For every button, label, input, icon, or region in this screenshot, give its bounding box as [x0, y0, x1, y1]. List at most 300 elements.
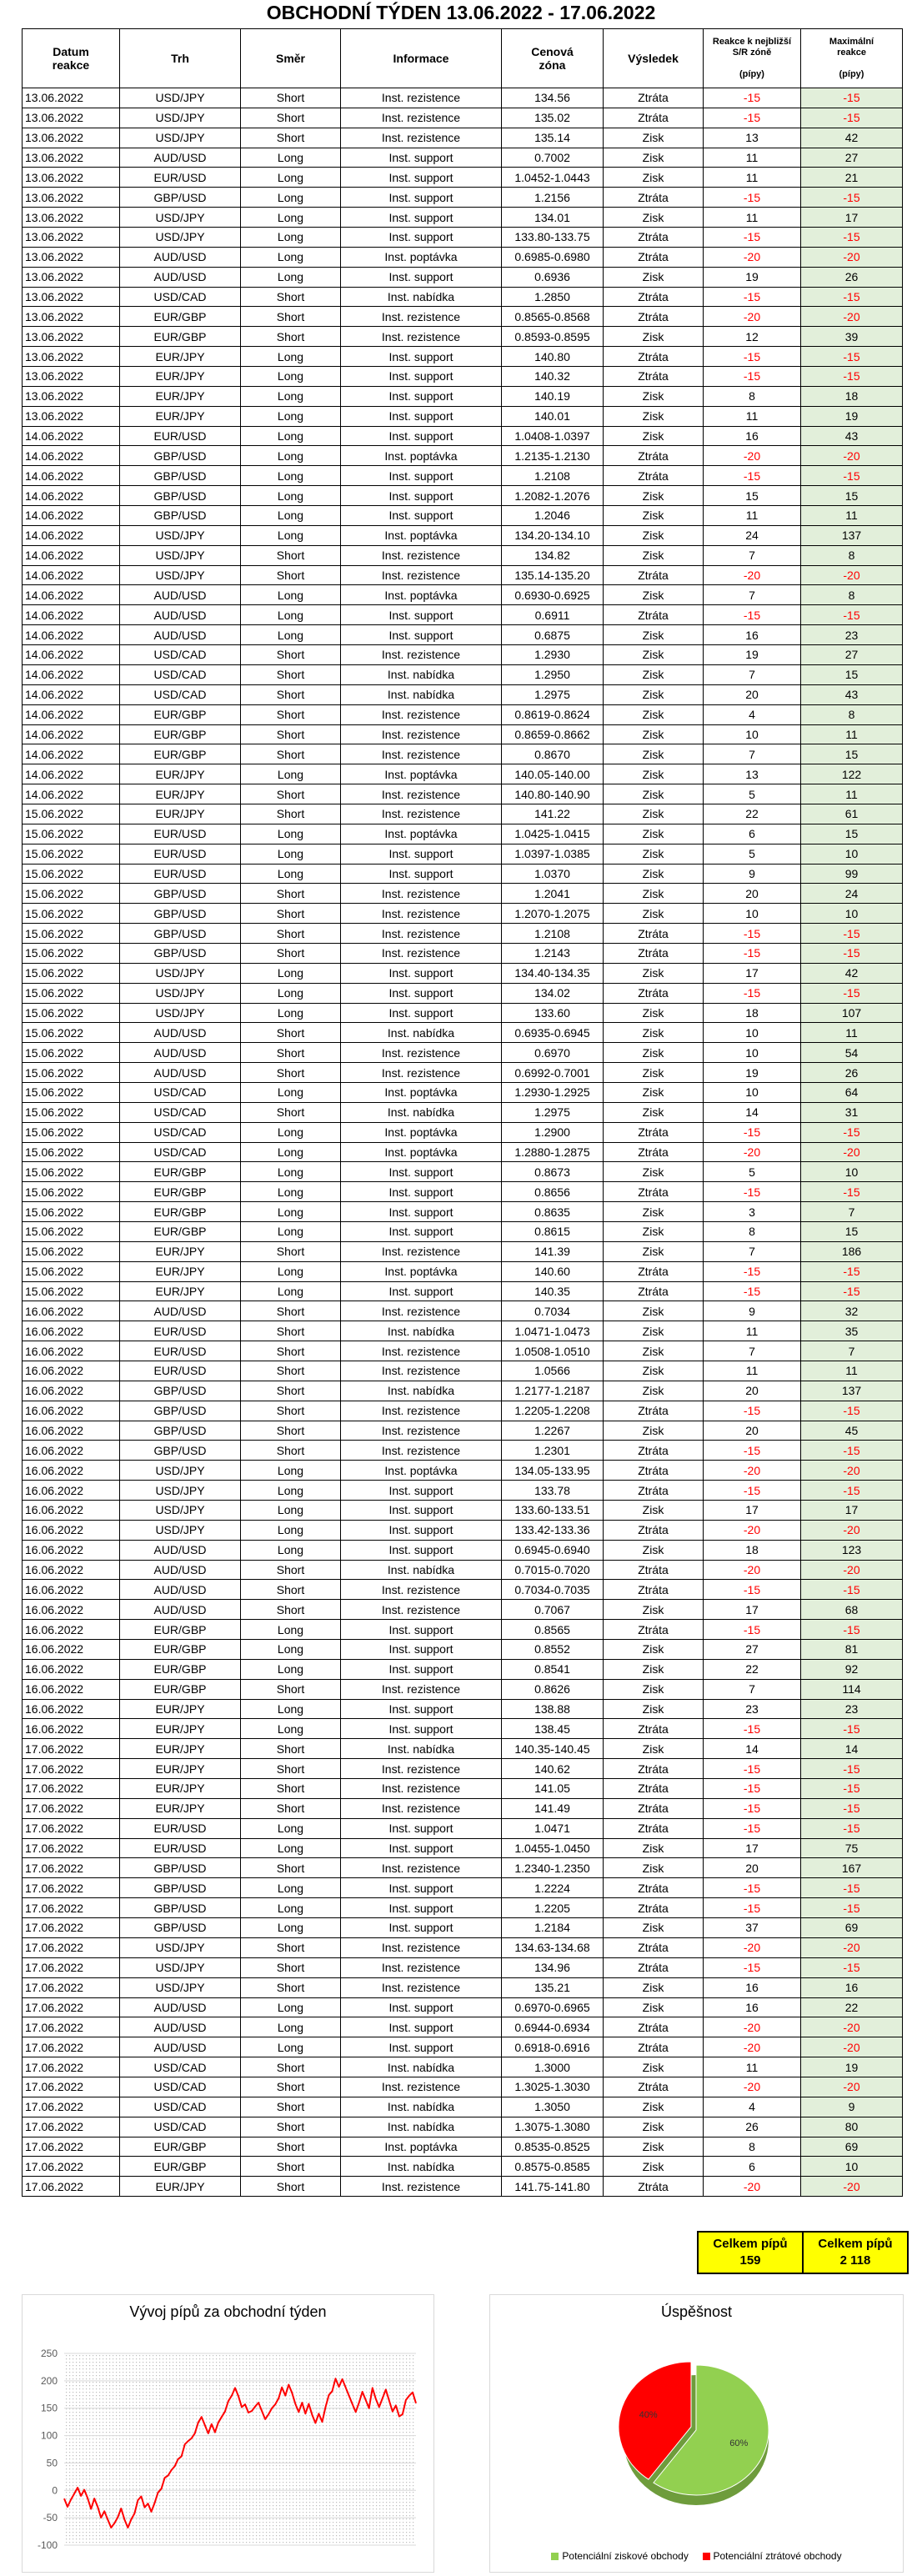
table-row — [23, 188, 903, 208]
cell-reakce: 13 — [704, 764, 801, 784]
cell-trh: EUR/GBP — [120, 2157, 241, 2177]
cell-cenova-zona: 135.21 — [502, 1977, 604, 1997]
cell-cenova-zona: 0.6935-0.6945 — [502, 1023, 604, 1043]
table-row — [23, 1281, 903, 1301]
cell-datum: 16.06.2022 — [23, 1580, 120, 1600]
cell-datum: 14.06.2022 — [23, 744, 120, 764]
table-row — [23, 1997, 903, 2017]
y-tick-label: -50 — [43, 2512, 58, 2524]
cell-reakce: -20 — [704, 2077, 801, 2097]
cell-max-reakce: 137 — [801, 1381, 903, 1401]
cell-reakce: -15 — [704, 228, 801, 248]
cell-datum: 15.06.2022 — [23, 904, 120, 924]
cell-smer: Short — [241, 1759, 341, 1779]
cell-informace: Inst. support — [341, 625, 502, 645]
cell-datum: 17.06.2022 — [23, 2077, 120, 2097]
table-row — [23, 1063, 903, 1083]
cell-cenova-zona: 133.60 — [502, 1003, 604, 1023]
cell-cenova-zona: 0.6875 — [502, 625, 604, 645]
cell-vysledek: Ztráta — [604, 924, 704, 944]
cell-datum: 13.06.2022 — [23, 108, 120, 128]
cell-trh: EUR/JPY — [120, 406, 241, 426]
cell-max-reakce: 27 — [801, 645, 903, 665]
cell-datum: 14.06.2022 — [23, 645, 120, 665]
cell-vysledek: Zisk — [604, 963, 704, 983]
cell-max-reakce: -20 — [801, 446, 903, 466]
cell-vysledek: Ztráta — [604, 1182, 704, 1202]
cell-datum: 15.06.2022 — [23, 844, 120, 864]
cell-vysledek: Ztráta — [604, 1560, 704, 1580]
cell-reakce: 23 — [704, 1699, 801, 1719]
cell-informace: Inst. support — [341, 1699, 502, 1719]
cell-cenova-zona: 140.80 — [502, 347, 604, 367]
cell-cenova-zona: 135.14-135.20 — [502, 565, 604, 585]
cell-reakce: 16 — [704, 1997, 801, 2017]
cell-vysledek: Zisk — [604, 168, 704, 188]
table-row — [23, 2057, 903, 2077]
cell-informace: Inst. support — [341, 1003, 502, 1023]
cell-max-reakce: 26 — [801, 267, 903, 287]
cell-max-reakce: -15 — [801, 1281, 903, 1301]
cell-vysledek: Ztráta — [604, 228, 704, 248]
cell-trh: GBP/USD — [120, 924, 241, 944]
cell-datum: 13.06.2022 — [23, 247, 120, 267]
cell-datum: 15.06.2022 — [23, 943, 120, 963]
cell-max-reakce: 54 — [801, 1043, 903, 1063]
cell-smer: Short — [241, 1600, 341, 1620]
cell-smer: Long — [241, 1162, 341, 1182]
cell-trh: EUR/JPY — [120, 1699, 241, 1719]
cell-smer: Long — [241, 1699, 341, 1719]
cell-reakce: -15 — [704, 1261, 801, 1281]
cell-max-reakce: 42 — [801, 128, 903, 148]
cell-cenova-zona: 133.60-133.51 — [502, 1501, 604, 1521]
cell-trh: USD/JPY — [120, 1461, 241, 1481]
table-row — [23, 88, 903, 108]
table-body — [23, 88, 903, 2197]
cell-trh: EUR/JPY — [120, 804, 241, 824]
cell-datum: 14.06.2022 — [23, 605, 120, 625]
cell-vysledek: Zisk — [604, 1023, 704, 1043]
table-row — [23, 347, 903, 367]
table-row — [23, 1540, 903, 1560]
cell-informace: Inst. support — [341, 1838, 502, 1858]
cell-informace: Inst. support — [341, 228, 502, 248]
cell-cenova-zona: 0.6936 — [502, 267, 604, 287]
cell-trh: EUR/GBP — [120, 1620, 241, 1640]
cell-informace: Inst. nabídka — [341, 1102, 502, 1122]
cell-cenova-zona: 140.60 — [502, 1261, 604, 1281]
cell-informace: Inst. nabídka — [341, 2057, 502, 2077]
cell-informace: Inst. support — [341, 1481, 502, 1501]
cell-max-reakce: 10 — [801, 1162, 903, 1182]
cell-reakce: -15 — [704, 1878, 801, 1898]
cell-informace: Inst. support — [341, 1520, 502, 1540]
cell-datum: 16.06.2022 — [23, 1321, 120, 1341]
cell-vysledek: Ztráta — [604, 287, 704, 307]
cell-vysledek: Zisk — [604, 1301, 704, 1321]
cell-trh: EUR/GBP — [120, 1182, 241, 1202]
cell-smer: Long — [241, 2017, 341, 2037]
cell-cenova-zona: 1.0508-1.0510 — [502, 1341, 604, 1361]
cell-max-reakce: -20 — [801, 1142, 903, 1162]
table-row — [23, 784, 903, 804]
cell-reakce: 20 — [704, 884, 801, 904]
cell-smer: Long — [241, 1261, 341, 1281]
cell-informace: Inst. nabídka — [341, 2117, 502, 2137]
cell-cenova-zona: 1.0566 — [502, 1361, 604, 1381]
cell-datum: 17.06.2022 — [23, 1878, 120, 1898]
cell-reakce: -15 — [704, 1281, 801, 1301]
cell-max-reakce: -20 — [801, 2037, 903, 2057]
table-row — [23, 605, 903, 625]
cell-reakce: 7 — [704, 1679, 801, 1699]
cell-datum: 14.06.2022 — [23, 784, 120, 804]
cell-trh: GBP/USD — [120, 1421, 241, 1441]
cell-smer: Short — [241, 1023, 341, 1043]
cell-trh: EUR/USD — [120, 1321, 241, 1341]
cell-max-reakce: -15 — [801, 1957, 903, 1977]
table-row — [23, 1580, 903, 1600]
cell-max-reakce: -15 — [801, 1878, 903, 1898]
cell-vysledek: Ztráta — [604, 2037, 704, 2057]
table-row — [23, 1560, 903, 1580]
cell-smer: Short — [241, 943, 341, 963]
cell-datum: 17.06.2022 — [23, 1818, 120, 1838]
cell-informace: Inst. rezistence — [341, 108, 502, 128]
cell-informace: Inst. support — [341, 1221, 502, 1241]
legend-swatch-win — [551, 2553, 559, 2560]
cell-trh: USD/CAD — [120, 684, 241, 704]
cell-vysledek: Zisk — [604, 625, 704, 645]
cell-trh: USD/JPY — [120, 1520, 241, 1540]
table-row — [23, 1620, 903, 1640]
cell-trh: GBP/USD — [120, 486, 241, 506]
cell-vysledek: Ztráta — [604, 466, 704, 486]
cell-informace: Inst. support — [341, 2017, 502, 2037]
cell-informace: Inst. support — [341, 1818, 502, 1838]
cell-reakce: 26 — [704, 2117, 801, 2137]
cell-reakce: 6 — [704, 2157, 801, 2177]
cell-informace: Inst. poptávka — [341, 247, 502, 267]
cell-reakce: 11 — [704, 2057, 801, 2077]
cell-cenova-zona: 1.2177-1.2187 — [502, 1381, 604, 1401]
cell-cenova-zona: 134.05-133.95 — [502, 1461, 604, 1481]
cell-trh: EUR/GBP — [120, 1202, 241, 1222]
cell-trh: AUD/USD — [120, 605, 241, 625]
cell-trh: USD/CAD — [120, 1142, 241, 1162]
table-row — [23, 2137, 903, 2157]
cell-trh: AUD/USD — [120, 267, 241, 287]
cell-reakce: 9 — [704, 1301, 801, 1321]
cell-informace: Inst. rezistence — [341, 1063, 502, 1083]
cell-informace: Inst. poptávka — [341, 2137, 502, 2157]
cell-smer: Short — [241, 128, 341, 148]
cell-informace: Inst. support — [341, 1202, 502, 1222]
cell-datum: 17.06.2022 — [23, 1898, 120, 1918]
cell-informace: Inst. poptávka — [341, 1142, 502, 1162]
table-row — [23, 2097, 903, 2117]
table-row — [23, 1421, 903, 1441]
table-row — [23, 1977, 903, 1997]
cell-reakce: 17 — [704, 1838, 801, 1858]
cell-vysledek: Zisk — [604, 764, 704, 784]
cell-smer: Long — [241, 148, 341, 168]
cell-datum: 17.06.2022 — [23, 2137, 120, 2157]
cell-datum: 14.06.2022 — [23, 446, 120, 466]
cell-cenova-zona: 1.2224 — [502, 1878, 604, 1898]
cell-vysledek: Zisk — [604, 2157, 704, 2177]
cell-smer: Short — [241, 924, 341, 944]
cell-reakce: 19 — [704, 267, 801, 287]
cell-vysledek: Ztráta — [604, 1142, 704, 1162]
cell-trh: USD/JPY — [120, 128, 241, 148]
table-row — [23, 2117, 903, 2137]
cell-trh: EUR/GBP — [120, 1659, 241, 1679]
cell-cenova-zona: 135.14 — [502, 128, 604, 148]
table-row — [23, 267, 903, 287]
cell-trh: USD/CAD — [120, 645, 241, 665]
cell-cenova-zona: 134.82 — [502, 545, 604, 565]
cell-max-reakce: 8 — [801, 585, 903, 605]
header-datum: Datum reakce — [23, 29, 120, 88]
cell-informace: Inst. nabídka — [341, 1739, 502, 1759]
cell-vysledek: Ztráta — [604, 247, 704, 267]
cell-informace: Inst. rezistence — [341, 1341, 502, 1361]
cell-max-reakce: 10 — [801, 904, 903, 924]
cell-trh: EUR/USD — [120, 824, 241, 844]
cell-trh: EUR/GBP — [120, 724, 241, 744]
cell-cenova-zona: 1.2070-1.2075 — [502, 904, 604, 924]
cell-vysledek: Zisk — [604, 904, 704, 924]
cell-reakce: -15 — [704, 188, 801, 208]
cell-trh: EUR/JPY — [120, 1261, 241, 1281]
y-tick-label: 250 — [40, 2348, 58, 2359]
cell-datum: 17.06.2022 — [23, 1977, 120, 1997]
cell-reakce: 16 — [704, 426, 801, 446]
cell-informace: Inst. support — [341, 1640, 502, 1660]
table-row — [23, 1501, 903, 1521]
cell-max-reakce: 99 — [801, 864, 903, 884]
cell-max-reakce: 7 — [801, 1202, 903, 1222]
cell-trh: USD/JPY — [120, 545, 241, 565]
cell-smer: Long — [241, 247, 341, 267]
cell-cenova-zona: 1.0455-1.0450 — [502, 1838, 604, 1858]
cell-informace: Inst. rezistence — [341, 565, 502, 585]
cell-max-reakce: -15 — [801, 1818, 903, 1838]
cell-max-reakce: -15 — [801, 1261, 903, 1281]
table-row — [23, 2177, 903, 2197]
cell-vysledek: Ztráta — [604, 1401, 704, 1421]
cell-smer: Short — [241, 307, 341, 327]
cell-reakce: 11 — [704, 1361, 801, 1381]
cell-cenova-zona: 140.35-140.45 — [502, 1739, 604, 1759]
table-row — [23, 1798, 903, 1818]
table-row — [23, 506, 903, 526]
cell-smer: Long — [241, 864, 341, 884]
cell-cenova-zona: 133.80-133.75 — [502, 228, 604, 248]
cell-reakce: 22 — [704, 1659, 801, 1679]
cell-cenova-zona: 141.39 — [502, 1241, 604, 1261]
cell-datum: 16.06.2022 — [23, 1699, 120, 1719]
cell-vysledek: Zisk — [604, 664, 704, 684]
cell-datum: 17.06.2022 — [23, 2057, 120, 2077]
cell-smer: Long — [241, 446, 341, 466]
cell-max-reakce: 137 — [801, 525, 903, 545]
cell-cenova-zona: 1.2082-1.2076 — [502, 486, 604, 506]
cell-reakce: 7 — [704, 585, 801, 605]
table-row — [23, 287, 903, 307]
cell-vysledek: Zisk — [604, 128, 704, 148]
table-row — [23, 327, 903, 347]
cell-informace: Inst. poptávka — [341, 1461, 502, 1481]
cell-vysledek: Zisk — [604, 784, 704, 804]
cell-informace: Inst. rezistence — [341, 88, 502, 108]
cell-cenova-zona: 140.62 — [502, 1759, 604, 1779]
cell-smer: Short — [241, 1441, 341, 1461]
cell-reakce: 10 — [704, 724, 801, 744]
cell-smer: Long — [241, 406, 341, 426]
cell-datum: 15.06.2022 — [23, 1281, 120, 1301]
table-row — [23, 704, 903, 724]
cell-reakce: 22 — [704, 804, 801, 824]
cell-smer: Long — [241, 844, 341, 864]
table-row — [23, 2157, 903, 2177]
cell-max-reakce: -15 — [801, 1759, 903, 1779]
cell-max-reakce: 23 — [801, 1699, 903, 1719]
cell-datum: 14.06.2022 — [23, 625, 120, 645]
cell-max-reakce: 68 — [801, 1600, 903, 1620]
header-informace: Informace — [341, 29, 502, 88]
cell-datum: 15.06.2022 — [23, 1241, 120, 1261]
cell-reakce: 5 — [704, 1162, 801, 1182]
cell-trh: EUR/GBP — [120, 744, 241, 764]
cell-max-reakce: 7 — [801, 1341, 903, 1361]
table-row — [23, 724, 903, 744]
cell-trh: AUD/USD — [120, 2017, 241, 2037]
cell-smer: Long — [241, 1818, 341, 1838]
cell-max-reakce: 11 — [801, 784, 903, 804]
cell-datum: 15.06.2022 — [23, 1023, 120, 1043]
cell-cenova-zona: 1.2184 — [502, 1918, 604, 1938]
cell-reakce: 24 — [704, 525, 801, 545]
table-row — [23, 1957, 903, 1977]
cell-cenova-zona: 1.2900 — [502, 1122, 604, 1142]
cell-trh: USD/CAD — [120, 1082, 241, 1102]
cell-informace: Inst. rezistence — [341, 1580, 502, 1600]
cell-max-reakce: -15 — [801, 1122, 903, 1142]
cell-smer: Short — [241, 1321, 341, 1341]
cell-vysledek: Zisk — [604, 1102, 704, 1122]
cell-datum: 16.06.2022 — [23, 1719, 120, 1739]
cell-informace: Inst. poptávka — [341, 446, 502, 466]
cell-trh: EUR/JPY — [120, 1739, 241, 1759]
table-row — [23, 1182, 903, 1202]
cell-vysledek: Zisk — [604, 327, 704, 347]
table-row — [23, 645, 903, 665]
cell-informace: Inst. support — [341, 2037, 502, 2057]
cell-reakce: 10 — [704, 1023, 801, 1043]
cell-trh: USD/JPY — [120, 228, 241, 248]
cell-max-reakce: 114 — [801, 1679, 903, 1699]
cell-vysledek: Ztráta — [604, 188, 704, 208]
cell-vysledek: Zisk — [604, 506, 704, 526]
cell-reakce: -20 — [704, 2177, 801, 2197]
cell-reakce: 20 — [704, 684, 801, 704]
cell-smer: Short — [241, 2097, 341, 2117]
cell-datum: 17.06.2022 — [23, 2097, 120, 2117]
cell-smer: Short — [241, 1957, 341, 1977]
cell-reakce: 19 — [704, 1063, 801, 1083]
cell-datum: 16.06.2022 — [23, 1341, 120, 1361]
cell-cenova-zona: 0.6945-0.6940 — [502, 1540, 604, 1560]
table-row — [23, 1202, 903, 1222]
cell-vysledek: Zisk — [604, 2137, 704, 2157]
cell-informace: Inst. support — [341, 148, 502, 168]
header-vysledek: Výsledek — [604, 29, 704, 88]
cell-smer: Long — [241, 367, 341, 387]
cell-reakce: 3 — [704, 1202, 801, 1222]
table-row — [23, 2077, 903, 2097]
cell-informace: Inst. support — [341, 1997, 502, 2017]
cell-datum: 13.06.2022 — [23, 406, 120, 426]
cell-vysledek: Ztráta — [604, 1122, 704, 1142]
cell-reakce: 11 — [704, 506, 801, 526]
cell-informace: Inst. support — [341, 506, 502, 526]
cell-max-reakce: -15 — [801, 1182, 903, 1202]
cell-informace: Inst. rezistence — [341, 327, 502, 347]
cell-cenova-zona: 134.56 — [502, 88, 604, 108]
cell-reakce: -20 — [704, 1142, 801, 1162]
cell-reakce: -15 — [704, 1898, 801, 1918]
cell-datum: 15.06.2022 — [23, 884, 120, 904]
cell-cenova-zona: 140.35 — [502, 1281, 604, 1301]
line-chart — [23, 2295, 433, 2572]
cell-max-reakce: 15 — [801, 486, 903, 506]
cell-smer: Long — [241, 267, 341, 287]
cell-vysledek: Ztráta — [604, 1281, 704, 1301]
cell-trh: GBP/USD — [120, 1898, 241, 1918]
cell-reakce: 7 — [704, 744, 801, 764]
cell-smer: Long — [241, 208, 341, 228]
cell-trh: EUR/JPY — [120, 764, 241, 784]
cell-max-reakce: 8 — [801, 704, 903, 724]
cell-trh: EUR/USD — [120, 1361, 241, 1381]
cell-datum: 17.06.2022 — [23, 1798, 120, 1818]
cell-max-reakce: 23 — [801, 625, 903, 645]
table-row — [23, 1937, 903, 1957]
cell-vysledek: Zisk — [604, 1361, 704, 1381]
cell-max-reakce: -20 — [801, 2017, 903, 2037]
cell-trh: GBP/USD — [120, 1401, 241, 1421]
cell-smer: Long — [241, 1620, 341, 1640]
legend-label-loss: Potenciální ztrátové obchody — [713, 2550, 842, 2562]
cell-cenova-zona: 0.8593-0.8595 — [502, 327, 604, 347]
cell-reakce: -15 — [704, 1580, 801, 1600]
table-row — [23, 1779, 903, 1799]
cell-max-reakce: 27 — [801, 148, 903, 168]
cell-informace: Inst. support — [341, 1281, 502, 1301]
cell-vysledek: Ztráta — [604, 1261, 704, 1281]
cell-vysledek: Zisk — [604, 864, 704, 884]
cell-reakce: -20 — [704, 446, 801, 466]
cell-datum: 15.06.2022 — [23, 1182, 120, 1202]
cell-cenova-zona: 0.8575-0.8585 — [502, 2157, 604, 2177]
cell-smer: Long — [241, 466, 341, 486]
cell-smer: Long — [241, 1461, 341, 1481]
table-row — [23, 208, 903, 228]
cell-reakce: -15 — [704, 1759, 801, 1779]
